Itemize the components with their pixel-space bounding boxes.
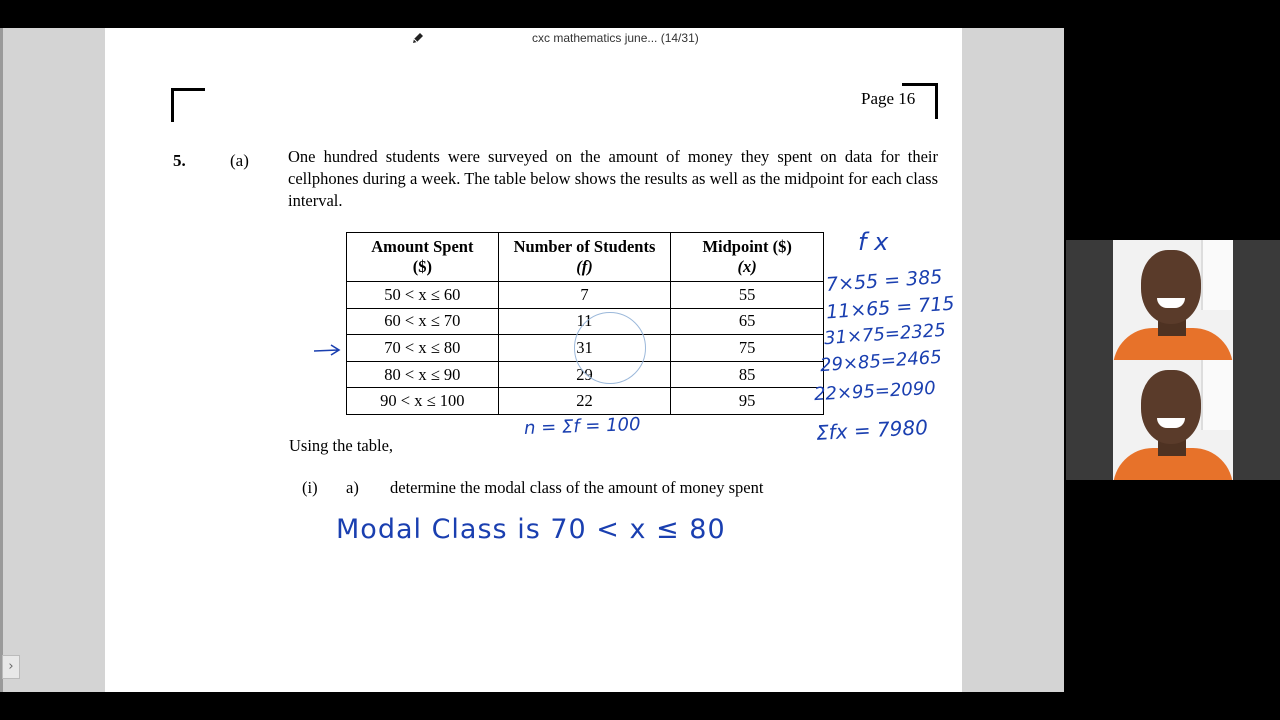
handwritten-arrow-icon [312,341,342,359]
page-corner-mark-left [171,88,205,122]
annotation-circle [574,312,646,384]
handwritten-answer: Modal Class is 70 < x ≤ 80 [336,514,726,545]
handwritten-sum-fx: Σfx = 7980 [815,415,929,445]
webcam-background [1201,360,1233,430]
webcam-background [1201,240,1233,310]
table-cell: 85 [671,361,824,388]
subquestion-letter: a) [346,478,359,497]
table-row [347,282,824,309]
document-title: cxc mathematics june... (14/31) [532,31,699,45]
handwritten-sum-f: n = Σf = 100 [523,413,641,440]
webcam-face [1141,250,1201,324]
handwritten-product: 31×75=2325 [823,319,947,350]
table-cell: 50 < x ≤ 60 [347,282,499,309]
handwritten-product: 11×65 = 715 [825,292,956,324]
instruction-text: Using the table, [289,436,394,455]
subquestion-text: determine the modal class of the amount of money spent [390,478,764,497]
question-text: One hundred students were surveyed on the amount of money they spent on data for their cellphones during a week. The table below shows the results as well as the midpoint for each class interval. [288,147,938,210]
table-cell: 65 [671,308,824,335]
table-cell: 55 [671,282,824,309]
table-cell: 75 [671,335,824,362]
handwritten-product: 22×95=2090 [813,377,937,406]
subquestion-roman: (i) [302,478,318,497]
question-part: (a) [230,151,249,170]
handwritten-product: 7×55 = 385 [825,265,944,297]
table-row [347,388,824,415]
table-cell: 95 [671,388,824,415]
webcam-feed-top [1113,240,1233,360]
viewer-edge [0,28,3,692]
table-cell: 31 [498,335,671,362]
table-cell: 70 < x ≤ 80 [347,335,499,362]
header-title: Midpoint ($) [702,237,792,256]
page-nav-arrow-icon[interactable]: › [2,655,20,679]
header-sub: (x) [737,257,757,276]
question-number: 5. [173,151,186,170]
header-sub: (f) [576,257,593,276]
header-title: Number of Students [513,237,656,256]
table-cell: 7 [498,282,671,309]
header-amount-spent [347,233,499,282]
header-midpoint [671,233,824,282]
handwritten-fx-header: f x [858,228,889,256]
webcam-feed-bottom [1113,360,1233,480]
table-cell: 90 < x ≤ 100 [347,388,499,415]
table-cell: 80 < x ≤ 90 [347,361,499,388]
pen-icon[interactable] [411,31,425,45]
webcam-face [1141,370,1201,444]
page-number: Page 16 [861,89,916,108]
header-number-of-students [498,233,671,282]
header-sub: ($) [412,257,432,276]
header-title: Amount Spent [371,237,474,256]
table-cell: 29 [498,361,671,388]
table-cell: 60 < x ≤ 70 [347,308,499,335]
table-cell: 11 [498,308,671,335]
table-cell: 22 [498,388,671,415]
table-header-row [347,233,824,282]
handwritten-product: 29×85=2465 [819,346,943,377]
